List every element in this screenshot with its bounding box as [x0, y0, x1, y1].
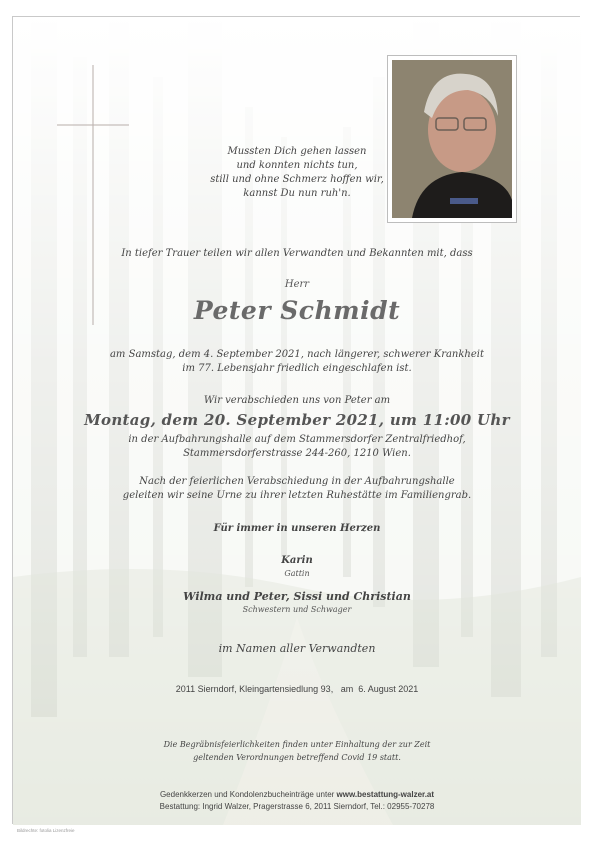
funeral-place-line: in der Aufbahrungshalle auf dem Stammersdorfer Zentralfriedhof,: [128, 434, 466, 445]
urn-notice-line: Nach der feierlichen Verabschiedung in der Aufbahrungshalle: [139, 476, 455, 487]
mourner-name: Wilma und Peter, Sissi und Christian: [183, 590, 411, 603]
funeral-date: Montag, dem 20. September 2021, um 11:00 Uhr: [84, 411, 510, 429]
farewell-intro: Wir verabschieden uns von Peter am: [203, 395, 391, 406]
death-notice-line: am Samstag, dem 4. September 2021, nach längerer, schwerer Krankheit: [109, 349, 485, 360]
poem-line: still und ohne Schmerz hoffen wir,: [210, 174, 384, 185]
cross-horizontal-beam: [57, 124, 129, 126]
on-behalf-of-relatives: im Namen aller Verwandten: [218, 642, 376, 655]
deceased-name: Peter Schmidt: [193, 296, 401, 325]
address-date-line: 2011 Sierndorf, Kleingartensiedlung 93, am 6. August 2021: [175, 684, 419, 694]
death-notice: [13, 348, 581, 376]
poem-line: kannst Du nun ruh'n.: [243, 188, 351, 199]
condolence-text: Gedenkkerzen und Kondolenzbucheinträge unter: [159, 790, 337, 799]
urn-notice-line: geleiten wir seine Urne zu ihrer letzten Ruhestätte im Familiengrab.: [122, 490, 472, 501]
funeral-home-line: Bestattung: Ingrid Walzer, Pragerstrasse 6, 2011 Sierndorf, Tel.: 02955-70278: [159, 802, 435, 811]
obituary-card: [12, 16, 580, 833]
image-credit: Bildrechte: fotolia Lizenzfreie: [17, 828, 75, 833]
footer: [13, 789, 581, 813]
funeral-place: [13, 433, 581, 461]
website-link[interactable]: www.bestattung-walzer.at: [336, 790, 435, 799]
funeral-place-line: Stammersdorferstrasse 244-260, 1210 Wien.: [183, 448, 411, 459]
mourner-role: Gattin: [284, 569, 310, 578]
poem: [13, 145, 581, 201]
mourner-role: Schwestern und Schwager: [242, 605, 352, 614]
announcement-intro: In tiefer Trauer teilen wir allen Verwandten und Bekannten mit, dass: [121, 248, 473, 259]
salutation: Herr: [284, 279, 310, 290]
forever-in-hearts: Für immer in unseren Herzen: [213, 523, 381, 534]
covid-notice-line: geltenden Verordnungen betreffend Covid 19 statt.: [193, 753, 401, 762]
mourner-name: Karin: [281, 555, 313, 566]
urn-notice: [13, 475, 581, 503]
covid-notice-line: Die Begräbnisfeierlichkeiten finden unter Einhaltung der zur Zeit: [163, 740, 431, 749]
poem-line: Mussten Dich gehen lassen: [227, 146, 367, 157]
poem-line: und konnten nichts tun,: [236, 160, 358, 171]
death-notice-line: im 77. Lebensjahr friedlich eingeschlafen ist.: [182, 363, 412, 374]
condolence-line: [13, 789, 581, 801]
covid-notice: [13, 738, 581, 764]
